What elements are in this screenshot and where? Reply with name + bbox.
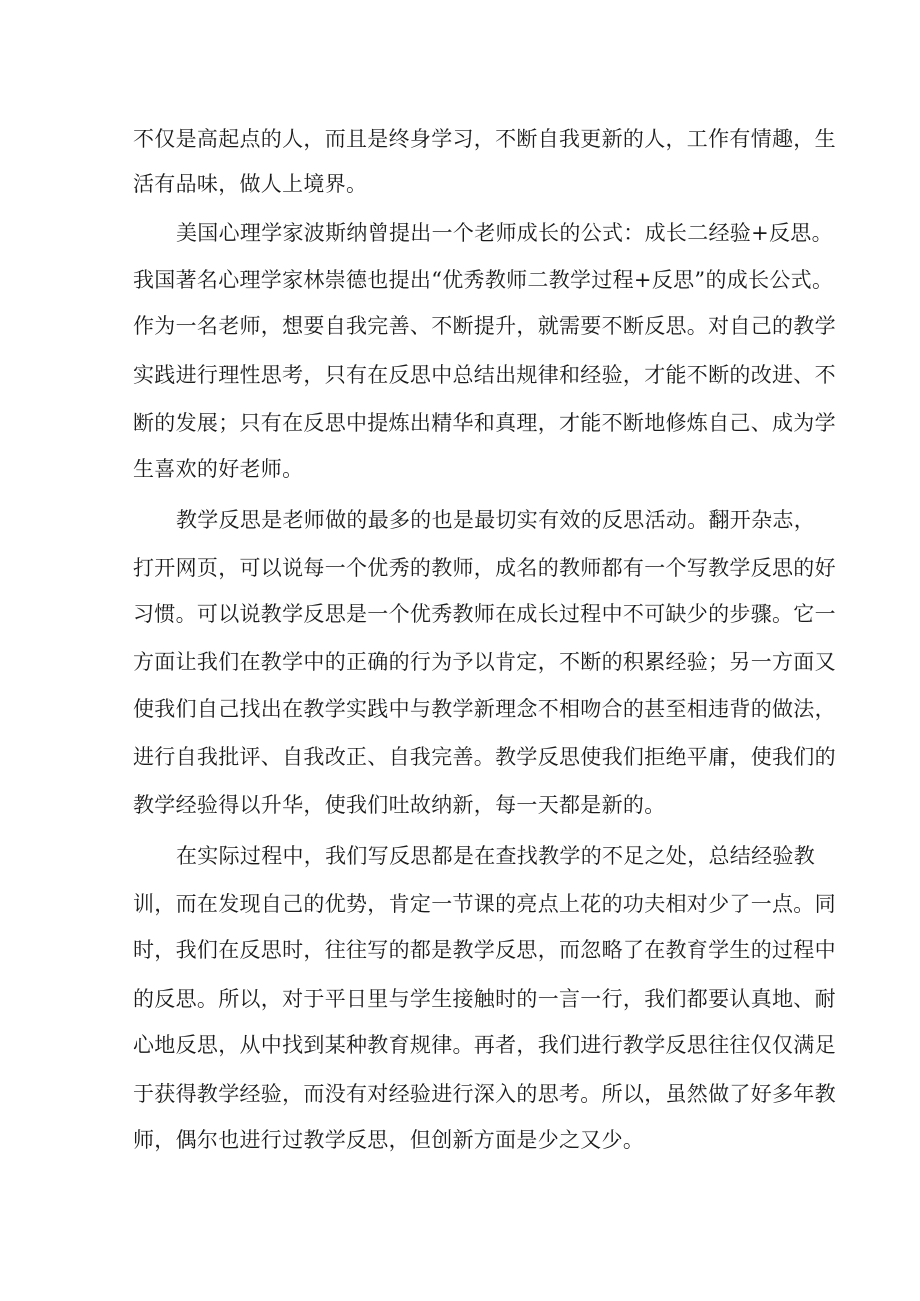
paragraph-4-line-4: 的反思。所以，对于平日里与学生接触时的一言一行，我们都要认真地、耐 (133, 987, 836, 1011)
paragraph-4-line-1: 在实际过程中，我们写反思都是在查找教学的不足之处，总结经验教 (176, 844, 815, 868)
paragraph-3-line-6: 进行自我批评、自我改正、自我完善。教学反思使我们拒绝平庸，使我们的 (133, 745, 836, 769)
paragraph-3-line-5: 使我们自己找出在教学实践中与教学新理念不相吻合的甚至相违背的做法， (133, 697, 836, 721)
paragraph-2-line-1: 美国心理学家波斯纳曾提出一个老师成长的公式：成长二经验+反思。 (176, 221, 833, 245)
paragraph-3-line-2: 打开网页，可以说每一个优秀的教师，成名的教师都有一个写教学反思的好 (133, 556, 836, 580)
paragraph-3-line-3: 习惯。可以说教学反思是一个优秀教师在成长过程中不可缺少的步骤。它一 (133, 602, 836, 626)
paragraph-3-line-1: 教学反思是老师做的最多的也是最切实有效的反思活动。翻开杂志， (176, 508, 815, 532)
paragraph-3-line-7: 教学经验得以升华，使我们吐故纳新，每一天都是新的。 (133, 793, 666, 817)
paragraph-4-line-5: 心地反思，从中找到某种教育规律。再者，我们进行教学反思往往仅仅满足 (133, 1033, 836, 1057)
paragraph-2-line-6: 生喜欢的好老师。 (133, 457, 304, 481)
paragraph-2-line-4: 实践进行理性思考，只有在反思中总结出规律和经验，才能不断的改进、不 (133, 363, 836, 387)
paragraph-2-line-2: 我国著名心理学家林崇德也提出“优秀教师二教学过程+反思”的成长公式。 (133, 268, 834, 292)
paragraph-4-line-7: 师，偶尔也进行过教学反思，但创新方面是少之又少。 (133, 1128, 645, 1152)
paragraph-4-line-3: 时，我们在反思时，往往写的都是教学反思，而忽略了在教育学生的过程中 (133, 938, 836, 962)
paragraph-2-line-5: 断的发展；只有在反思中提炼出精华和真理，才能不断地修炼自己、成为学 (133, 411, 836, 435)
paragraph-4-line-6: 于获得教学经验，而没有对经验进行深入的思考。所以，虽然做了好多年教 (133, 1082, 836, 1106)
paragraph-1-line-2: 活有品味，做人上境界。 (133, 172, 368, 196)
paragraph-3-line-4: 方面让我们在教学中的正确的行为予以肯定，不断的积累经验；另一方面又 (133, 650, 836, 674)
paragraph-1-line-1: 不仅是高起点的人，而且是终身学习，不断自我更新的人，工作有情趣，生 (133, 127, 836, 151)
paragraph-2-line-3: 作为一名老师，想要自我完善、不断提升，就需要不断反思。对自己的教学 (133, 314, 836, 338)
paragraph-4-line-2: 训，而在发现自己的优势，肯定一节课的亮点上花的功夫相对少了一点。同 (133, 892, 836, 916)
